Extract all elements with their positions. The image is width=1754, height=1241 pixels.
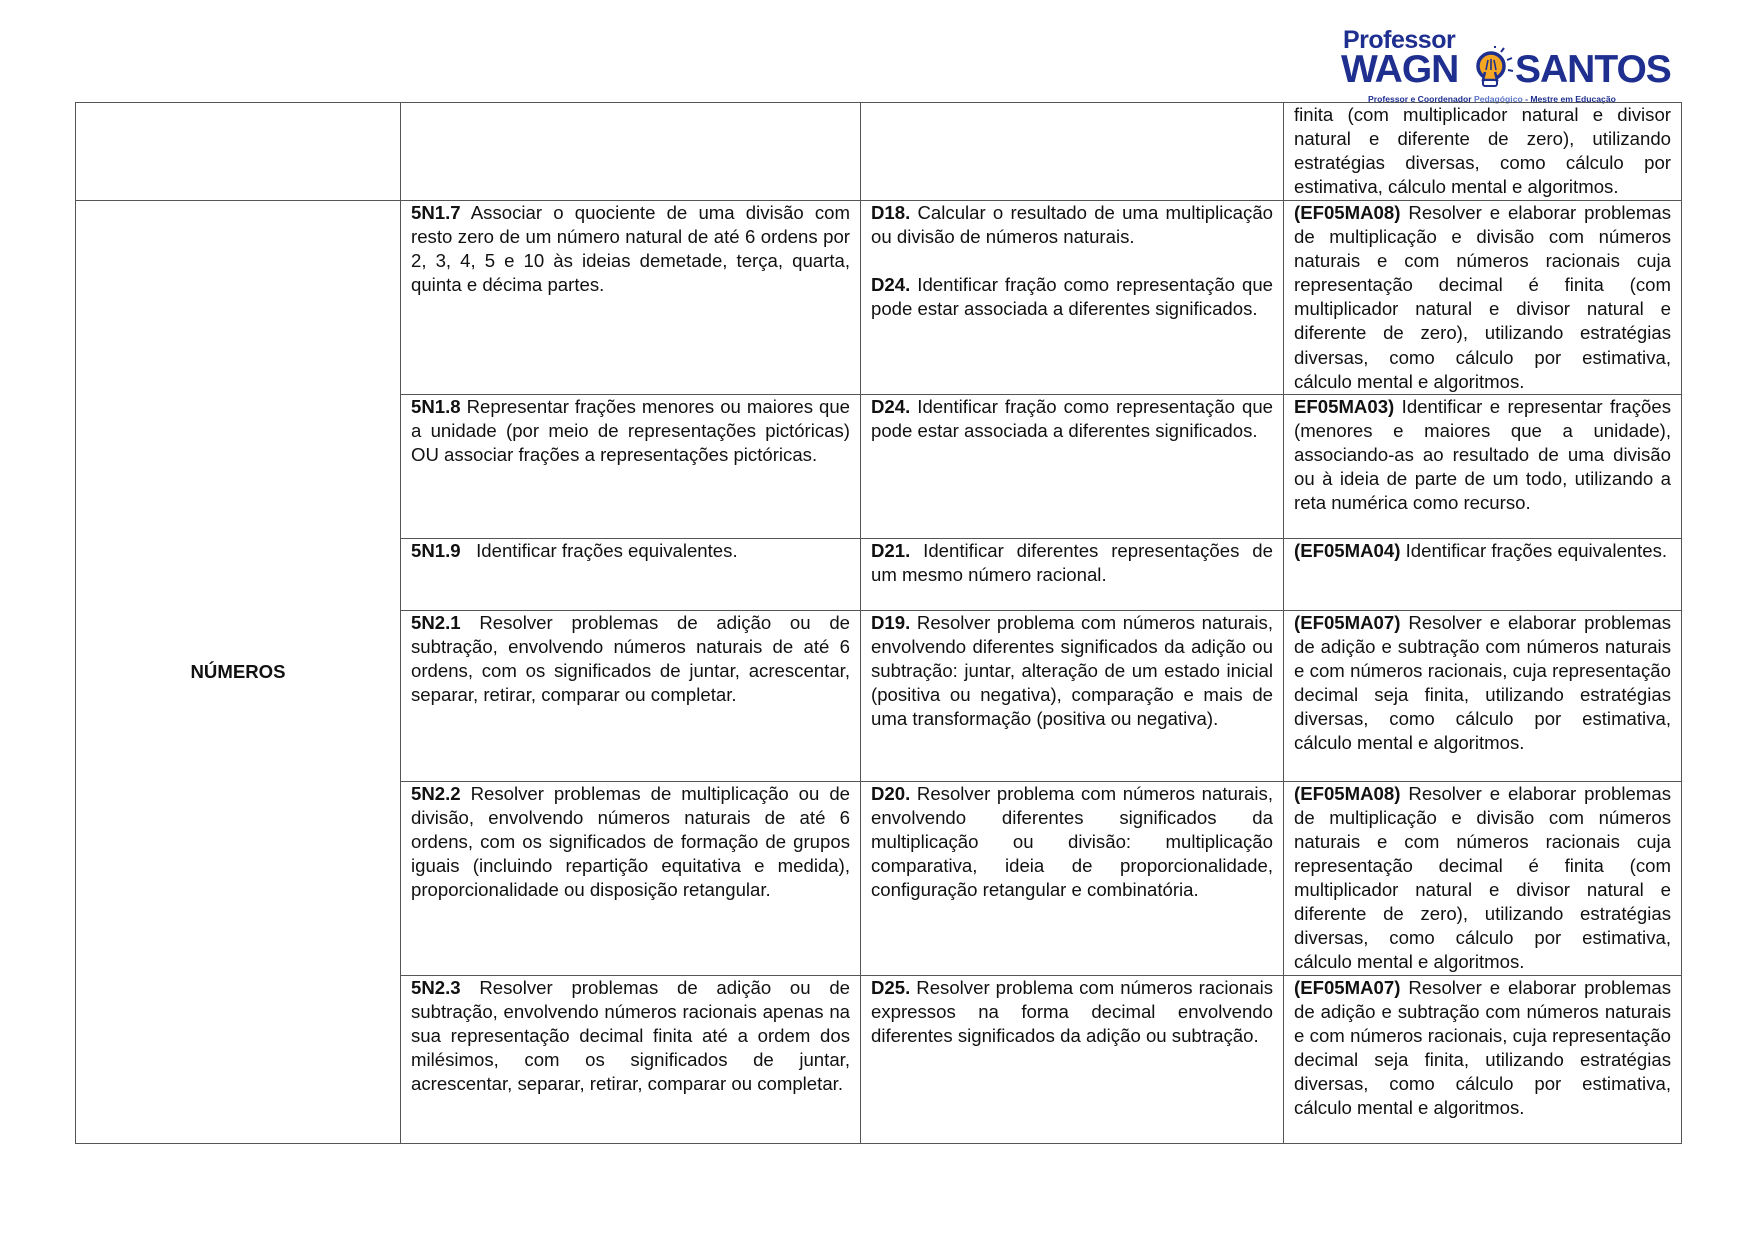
bncc-cell xyxy=(1284,103,1682,201)
bncc-cell xyxy=(1284,201,1682,395)
bncc-cell xyxy=(1284,394,1682,538)
skill-cell xyxy=(401,975,861,1143)
descriptor-code: D21. xyxy=(871,539,911,561)
skill-code: 5N2.1 xyxy=(411,611,461,633)
descriptor-code: D25. xyxy=(871,976,911,998)
skill-code: 5N2.3 xyxy=(411,976,461,998)
bncc-cell xyxy=(1284,538,1682,610)
logo-name-last: SANTOS xyxy=(1515,48,1671,91)
skill-code: 5N1.7 xyxy=(411,202,461,223)
tagline-part: Professor e Coordenador xyxy=(1368,94,1475,104)
area-label: NÚMEROS xyxy=(190,660,286,682)
descriptor-cell xyxy=(861,538,1284,610)
descriptor-text: Resolver problema com números naturais, envolvendo diferentes significados da multiplicação ou divisão: multiplicação comparativa, ideia de proporcionalidade, configuração retangular e combinatória. xyxy=(871,782,1273,901)
bncc-code: EF05MA03) xyxy=(1294,395,1395,417)
descriptor-item xyxy=(871,611,1273,731)
bncc-text: Resolver e elaborar problemas de adição e subtração com números naturais e com números racionais, cuja representação decimal seja finita, utilizando estratégias diversas, como cálculo por estimativa, cálculo mental e algoritmos. xyxy=(1294,611,1671,754)
descriptor-item xyxy=(871,782,1273,902)
descriptor-cell xyxy=(861,975,1284,1143)
descriptor-text: Identificar fração como representação que pode estar associada a diferentes significados. xyxy=(871,274,1273,320)
descriptor-text: Identificar diferentes representações de um mesmo número racional. xyxy=(871,539,1273,585)
bncc-cell xyxy=(1284,781,1682,975)
curriculum-table xyxy=(75,102,1682,1144)
bncc-text: Resolver e elaborar problemas de multiplicação e divisão com números naturais e com números racionais cuja representação decimal é finita (com multiplicador natural e divisor natural e diferente de zero), utilizando estratégias diversas, como cálculo por estimativa, cálculo mental e algoritmos. xyxy=(1294,202,1671,392)
descriptor-cell-empty xyxy=(861,103,1284,201)
descriptor-code: D18. xyxy=(871,202,911,223)
descriptor-code: D24. xyxy=(871,395,911,417)
logo-professor-text: Professor xyxy=(1343,26,1456,54)
skill-cell xyxy=(401,201,861,395)
bncc-code: (EF05MA08) xyxy=(1294,202,1401,223)
skill-cell xyxy=(401,610,861,781)
bncc-code: (EF05MA07) xyxy=(1294,976,1401,998)
descriptor-text: Calcular o resultado de uma multiplicação ou divisão de números naturais. xyxy=(871,202,1273,248)
skill-cell xyxy=(401,538,861,610)
descriptor-item xyxy=(871,539,1273,587)
bncc-text: Identificar frações equivalentes. xyxy=(1400,539,1668,561)
skill-text: Associar o quociente de uma divisão com resto zero de um número natural de até 6 ordens por 2, 3, 4, 5 e 10 às ideias demetade, terça, quarta, quinta e décima partes. xyxy=(411,202,850,296)
area-cell xyxy=(76,201,401,1144)
logo-name-first: WAGN xyxy=(1341,48,1459,91)
skill-code: 5N1.9 xyxy=(411,539,461,561)
bncc-code: (EF05MA04) xyxy=(1294,539,1401,561)
skill-text: Resolver problemas de multiplicação ou de divisão, envolvendo números naturais de até 6 ordens, com os significados de formação de grupos iguais (incluindo repartição equitativa e medida), proporcionalidade ou disposição retangular. xyxy=(411,782,850,901)
bncc-cell xyxy=(1284,975,1682,1143)
tagline-part: - Mestre em Educação xyxy=(1522,94,1616,104)
bncc-text: Resolver e elaborar problemas de multiplicação e divisão com números naturais e com números racionais cuja representação decimal é finita (com multiplicador natural e divisor natural e diferente de zero), utilizando estratégias diversas, como cálculo por estimativa, cálculo mental e algoritmos. xyxy=(1294,782,1671,973)
bncc-text: finita (com multiplicador natural e divisor natural e diferente de zero), utilizando estratégias diversas, como cálculo por estimativa, cálculo mental e algoritmos. xyxy=(1294,104,1671,198)
skill-text: Identificar frações equivalentes. xyxy=(460,539,738,561)
descriptor-item xyxy=(871,395,1273,443)
bncc-cell xyxy=(1284,610,1682,781)
descriptor-item xyxy=(871,273,1273,321)
bncc-code: (EF05MA07) xyxy=(1294,611,1401,633)
skill-text: Resolver problemas de adição ou de subtração, envolvendo números naturais de até 6 ordens, com os significados de juntar, acrescentar, separar, retirar, comparar ou completar. xyxy=(411,611,850,706)
descriptor-item xyxy=(871,976,1273,1048)
skill-cell-empty xyxy=(401,103,861,201)
descriptor-code: D24. xyxy=(871,274,911,296)
skill-code: 5N2.2 xyxy=(411,782,461,804)
bncc-text: Identificar e representar frações (menores e maiores que a unidade), associando-as ao resultado de uma divisão ou à ideia de parte de um todo, utilizando a reta numérica como recurso. xyxy=(1294,395,1671,514)
descriptor-cell xyxy=(861,201,1284,395)
descriptor-cell xyxy=(861,781,1284,975)
bncc-text: Resolver e elaborar problemas de adição e subtração com números naturais e com números racionais, cuja representação decimal seja finita, utilizando estratégias diversas, como cálculo por estimativa, cálculo mental e algoritmos. xyxy=(1294,976,1671,1118)
descriptor-text: Identificar fração como representação que pode estar associada a diferentes significados. xyxy=(871,395,1273,441)
descriptor-text: Resolver problema com números naturais, envolvendo diferentes significados da adição ou subtração: juntar, alteração de um estado inicial (positiva ou negativa), comparação e mais de uma transformação (positiva ou negativa). xyxy=(871,611,1273,730)
bncc-code: (EF05MA08) xyxy=(1294,782,1401,804)
skill-code: 5N1.8 xyxy=(411,395,461,417)
descriptor-cell xyxy=(861,394,1284,538)
table-row-continued xyxy=(76,103,1682,201)
tagline-part: Pedagógico xyxy=(1474,94,1523,104)
descriptor-code: D19. xyxy=(871,611,911,633)
descriptor-item xyxy=(871,201,1273,249)
area-cell-empty xyxy=(76,103,401,201)
skill-cell xyxy=(401,781,861,975)
lightbulb-icon xyxy=(1471,46,1515,96)
descriptor-code: D20. xyxy=(871,782,911,804)
brand-logo xyxy=(1343,24,1683,104)
skill-text: Representar frações menores ou maiores que a unidade (por meio de representações pictóricas) OU associar frações a representações pictóricas. xyxy=(411,395,850,465)
skill-text: Resolver problemas de adição ou de subtração, envolvendo números racionais apenas na sua representação decimal finita até a ordem dos milésimos, com os significados de juntar, acrescentar, separar, retirar, comparar ou completar. xyxy=(411,976,850,1094)
descriptor-cell xyxy=(861,610,1284,781)
table-row xyxy=(76,201,1682,395)
descriptor-text: Resolver problema com números racionais expressos na forma decimal envolvendo diferentes significados da adição ou subtração. xyxy=(871,976,1273,1046)
skill-cell xyxy=(401,394,861,538)
